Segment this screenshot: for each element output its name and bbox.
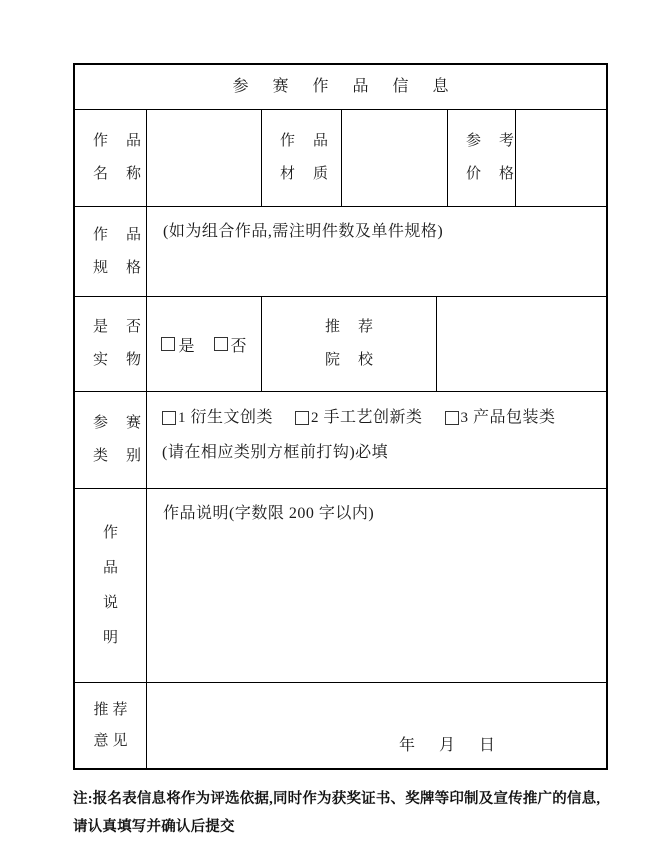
work-material-label: 作品 材质 [261,110,341,206]
month-label: 月 [439,737,456,754]
form-footnote [73,786,633,841]
form-title-row [75,65,606,109]
work-spec-row [75,206,606,296]
checkbox-icon[interactable] [295,411,309,425]
recommendation-date-line [399,732,495,755]
reference-price-label: 参考 价格 [447,110,515,206]
recommendation-row [75,682,606,768]
work-description-input-cell[interactable] [146,489,606,682]
category-1-number: 1 [178,410,186,426]
reference-price-input-cell[interactable] [515,110,606,206]
entry-work-info-form [73,63,608,770]
recommend-school-input-cell[interactable] [436,297,606,391]
checkbox-icon[interactable] [162,411,176,425]
checkbox-icon[interactable] [445,411,459,425]
category-3-number: 3 [460,410,469,426]
recommendation-label: 推荐 意见 [93,701,132,749]
is-physical-row [75,296,606,391]
recommend-school-label: 推荐 院校 [261,297,436,391]
form-title: 参赛作品信息 [232,78,473,95]
category-2-option[interactable] [295,405,423,431]
entry-category-options-cell [146,392,606,488]
category-3-option[interactable] [445,405,556,431]
is-physical-options [147,297,261,391]
work-spec-input-cell[interactable] [146,207,606,296]
category-1-option[interactable] [162,405,273,431]
work-description-hint: 作品说明(字数限 200 字以内) [163,505,375,522]
category-1-name: 衍生文创类 [190,409,274,426]
is-physical-options-cell [146,297,261,391]
physical-no-label: 否 [230,337,247,355]
entry-category-row [75,391,606,488]
recommendation-input-cell[interactable] [146,683,606,768]
footnote-line-1: 注:报名表信息将作为评选依据,同时作为获奖证书、奖牌等印制及宣传推广的信息, [73,791,601,807]
work-spec-label: 作品 规格 [93,226,160,276]
category-3-name: 产品包装类 [473,409,556,426]
year-label: 年 [399,737,416,754]
work-material-input-cell[interactable] [341,110,447,206]
form-title-cell [75,65,606,109]
checkbox-icon[interactable] [161,337,175,351]
physical-no-option[interactable] [214,333,247,356]
entry-category-options [162,405,606,431]
footnote-line-2: 请认真填写并确认后提交 [73,818,235,835]
entry-category-note: (请在相应类别方框前打钩)必填 [162,444,389,461]
basic-info-row [75,109,606,206]
day-label: 日 [479,737,496,754]
category-2-number: 2 [311,410,319,426]
work-spec-hint: (如为组合作品,需注明件数及单件规格) [163,223,444,240]
work-description-label: 作 品 说 明 [102,524,118,646]
physical-yes-label: 是 [178,337,195,355]
is-physical-label: 是否 实物 [93,319,160,368]
work-description-row [75,488,606,682]
checkbox-icon[interactable] [214,337,228,351]
entry-category-label: 参赛 类别 [93,415,160,464]
physical-yes-option[interactable] [161,333,194,356]
work-name-input-cell[interactable] [146,110,261,206]
category-2-name: 手工艺创新类 [323,409,423,426]
work-name-label: 作品 名称 [93,133,160,182]
